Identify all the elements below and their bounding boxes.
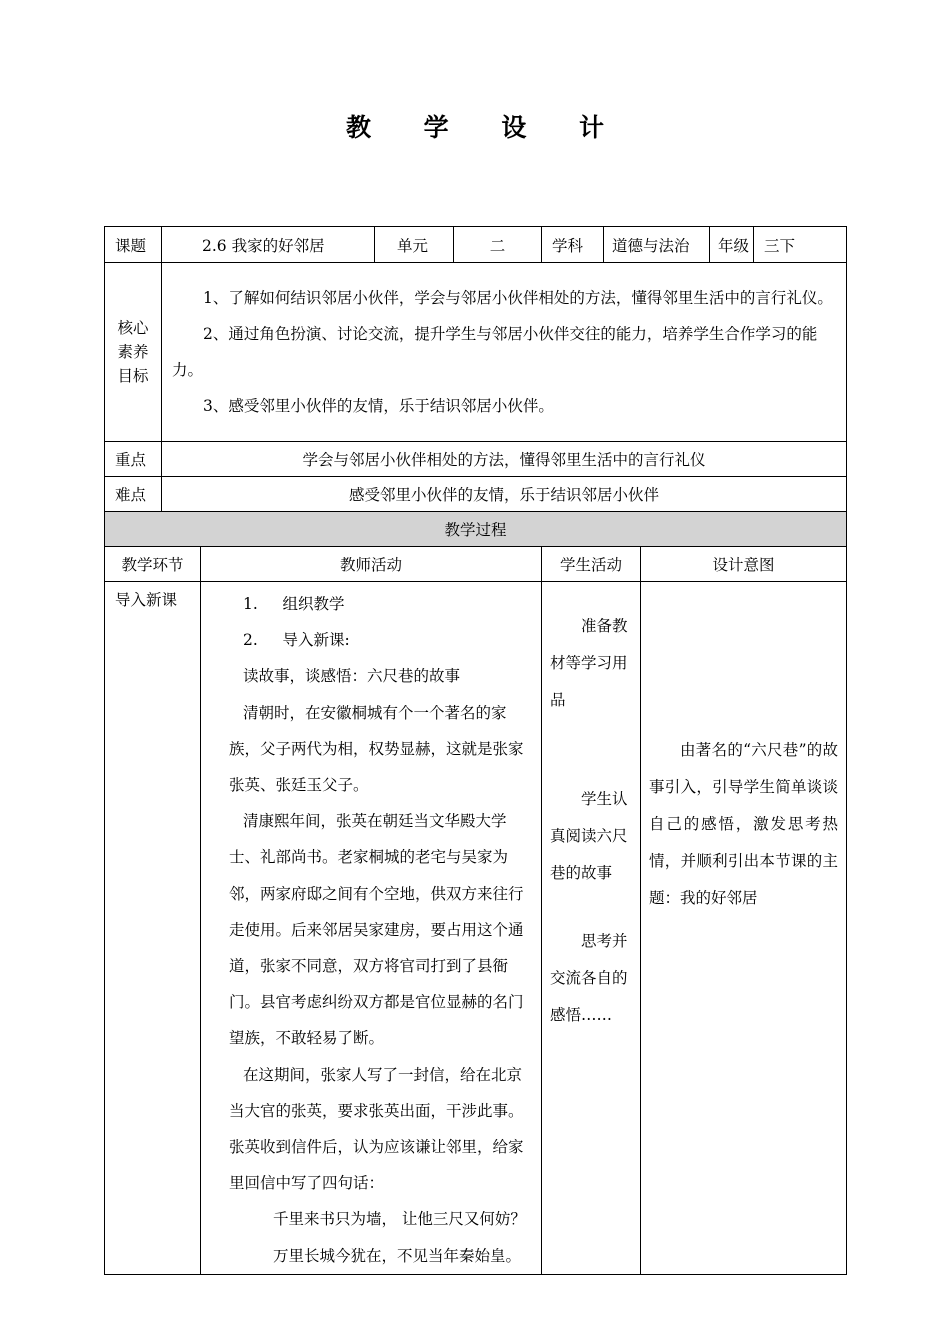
lesson-plan-table [104, 226, 847, 1275]
grade-value: 三下 [754, 227, 847, 263]
subject-value: 道德与法治 [604, 227, 710, 263]
difficulty-row [105, 477, 847, 512]
goals-label: 核心 素养 目标 [105, 263, 162, 442]
key-point-text: 学会与邻居小伙伴相处的方法，懂得邻里生活中的言行礼仪 [162, 442, 847, 477]
col-header-student: 学生活动 [542, 547, 641, 582]
column-header-row [105, 547, 847, 582]
stage-cell: 导入新课 [105, 582, 201, 1275]
process-row [105, 582, 847, 1275]
key-point-row [105, 442, 847, 477]
col-header-teacher: 教师活动 [201, 547, 542, 582]
teacher-activity [201, 582, 542, 1275]
process-header-row [105, 512, 847, 547]
goal-item: 2、通过角色扮演、讨论交流，提升学生与邻居小伙伴交往的能力，培养学生合作学习的能力。 [172, 325, 818, 379]
col-header-stage: 教学环节 [105, 547, 201, 582]
topic-label: 课题 [105, 227, 162, 263]
difficulty-label: 难点 [105, 477, 162, 512]
student-activity [542, 582, 641, 1275]
design-intent: 由著名的“六尺巷”的故事引入，引导学生简单谈谈自己的感悟，激发思考热情，并顺利引出本节课的主题：我的好邻居 [641, 582, 847, 1275]
teacher-item-2: 2. 导入新课: [243, 631, 350, 650]
col-header-design: 设计意图 [641, 547, 847, 582]
page-title: 教 学 设 计 [345, 113, 627, 142]
teacher-item-1: 1. 组织教学 [243, 595, 345, 613]
goal-item: 3、感受邻里小伙伴的友情，乐于结识邻居小伙伴。 [203, 397, 554, 415]
subject-label: 学科 [542, 227, 604, 263]
student-item: 学生认真阅读六尺巷的故事 [550, 790, 628, 882]
poem-line: 万里长城今犹在，不见当年秦始皇。 [273, 1246, 522, 1265]
student-item: 思考并交流各自的感悟…… [550, 932, 628, 1024]
goals-content [162, 263, 847, 442]
unit-value: 二 [454, 227, 542, 263]
student-item: 准备教材等学习用品 [550, 617, 628, 709]
story-paragraph: 清康熙年间，张英在朝廷当文华殿大学士、礼部尚书。老家桐城的老宅与吴家为邻，两家府邸之间有个空地，供双方来往行走使用。后来邻居吴家建房，要占用这个通道，张家不同意，双方将官司打到了县衙门。县官考虑纠纷双方都是官位显赫的名门望族，不敢轻易了断。 [229, 812, 524, 1048]
topic-value: 2.6 我家的好邻居 [162, 227, 375, 263]
key-point-label: 重点 [105, 442, 162, 477]
unit-label: 单元 [375, 227, 454, 263]
difficulty-text: 感受邻里小伙伴的友情，乐于结识邻居小伙伴 [162, 477, 847, 512]
grade-label: 年级 [710, 227, 754, 263]
teacher-subtitle: 读故事，谈感悟：六尺巷的故事 [243, 667, 461, 686]
process-title: 教学过程 [105, 512, 847, 547]
goal-item: 1、了解如何结识邻居小伙伴，学会与邻居小伙伴相处的方法，懂得邻里生活中的言行礼仪。 [203, 289, 833, 307]
story-paragraph: 清朝时，在安徽桐城有个一个著名的家族，父子两代为相，权势显赫，这就是张家张英、张廷玉父子。 [229, 703, 524, 795]
goals-row [105, 263, 847, 442]
poem-line: 千里来书只为墙， 让他三尺又何妨？ [273, 1210, 526, 1229]
info-row [105, 227, 847, 263]
story-paragraph: 在这期间，张家人写了一封信，给在北京当大官的张英，要求张英出面，干涉此事。张英收到信件后，认为应该谦让邻里，给家里回信中写了四句话： [229, 1065, 524, 1193]
